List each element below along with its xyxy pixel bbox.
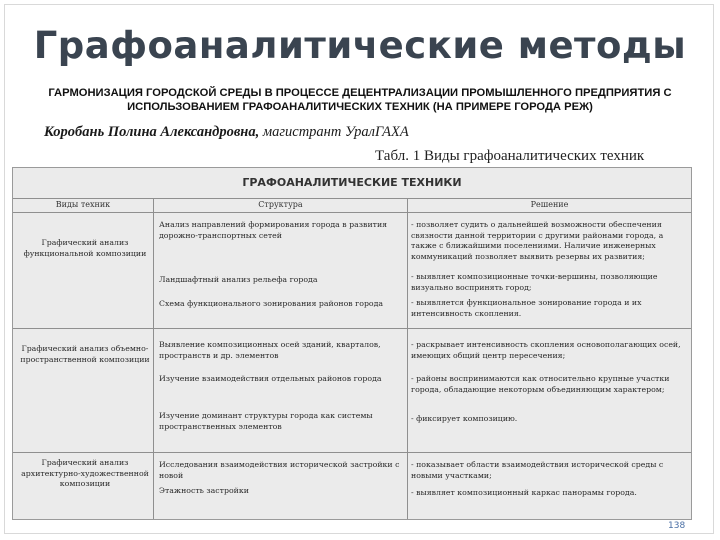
slide-title: Графоаналитические методы [33,24,687,67]
row-1-type: Графический анализ функциональной композиции [23,238,147,258]
row-2-solution-2: - районы воспринимаются как относительно крупные участки города, обладающие некоторым объединяющим характером; [411,374,670,394]
slide-subtitle: ГАРМОНИЗАЦИЯ ГОРОДСКОЙ СРЕДЫ В ПРОЦЕССЕ ДЕЦЕНТРАЛИЗАЦИИ ПРОМЫШЛЕННОГО ПРЕДПРИЯТИЯ С ИСПОЛЬЗОВАНИЕМ ГРАФОАНАЛИТИЧЕСКИХ ТЕХНИК (НА ПРИМЕРЕ ГОРОДА РЕЖ) [48,87,672,113]
row-1-solution-3: - выявляется функциональное зонирование города и их интенсивность скопления. [411,298,642,318]
row-2-type: Графический анализ объемно-пространственной композиции [20,344,150,364]
row-1-structure-2: Ландшафтный анализ рельефа города [159,275,318,284]
page-number: 138 [668,521,686,531]
row-2-solution-3: - фиксирует композицию. [411,414,518,423]
row-2-structure-2: Изучение взаимодействия отдельных районов города [159,374,382,383]
column-divider [407,198,408,519]
row-3-structure-1: Исследования взаимодействия исторической застройки с новой [159,460,400,480]
row-2-structure-3: Изучение доминант структуры города как системы пространственных элементов [159,411,373,431]
column-header-types: Виды техник [13,198,153,213]
table-header: ГРАФОАНАЛИТИЧЕСКИЕ ТЕХНИКИ [13,168,691,199]
column-header-structure: Структура [154,198,407,213]
author-name: Коробань Полина Александровна, [44,124,260,140]
column-divider [153,198,154,519]
author-role: магистрант УралГАХА [262,124,409,140]
row-3-solution-1: - показывает области взаимодействия исторической среды с новыми участками; [411,460,664,480]
row-3-solution-2: - выявляет композиционный каркас панорамы города. [411,488,637,497]
row-2-structure-1: Выявление композиционных осей зданий, кварталов, пространств и др. элементов [159,340,381,360]
column-header-solution: Решение [408,198,691,213]
row-1-structure-1: Анализ направлений формирования города в развития дорожно-транспортных сетей [159,220,388,240]
author-line [44,124,409,141]
row-2-solution-1: - раскрывает интенсивность скопления основополагающих осей, имеющих общий центр пересечения; [411,340,681,360]
row-divider [13,328,691,329]
table-caption: Табл. 1 Виды графоаналитических техник [375,148,645,164]
row-3-type: Графический анализ архитектурно-художественной композиции [21,458,149,488]
techniques-table [12,167,692,520]
row-1-structure-3: Схема функционального зонирования районов города [159,299,384,308]
row-3-structure-2: Этажность застройки [159,486,249,495]
row-divider [13,452,691,453]
row-1-solution-1: - позволяет судить о дальнейшей возможности обеспечения связности данной территории с другими районами города, а также с ближайшими поселениями. Наличие инженерных коммуникаций позволяет выявить резервы их развития; [411,220,664,261]
row-1-solution-2: - выявляет композиционные точки-вершины, позволяющие визуально воспринять город; [411,272,658,292]
